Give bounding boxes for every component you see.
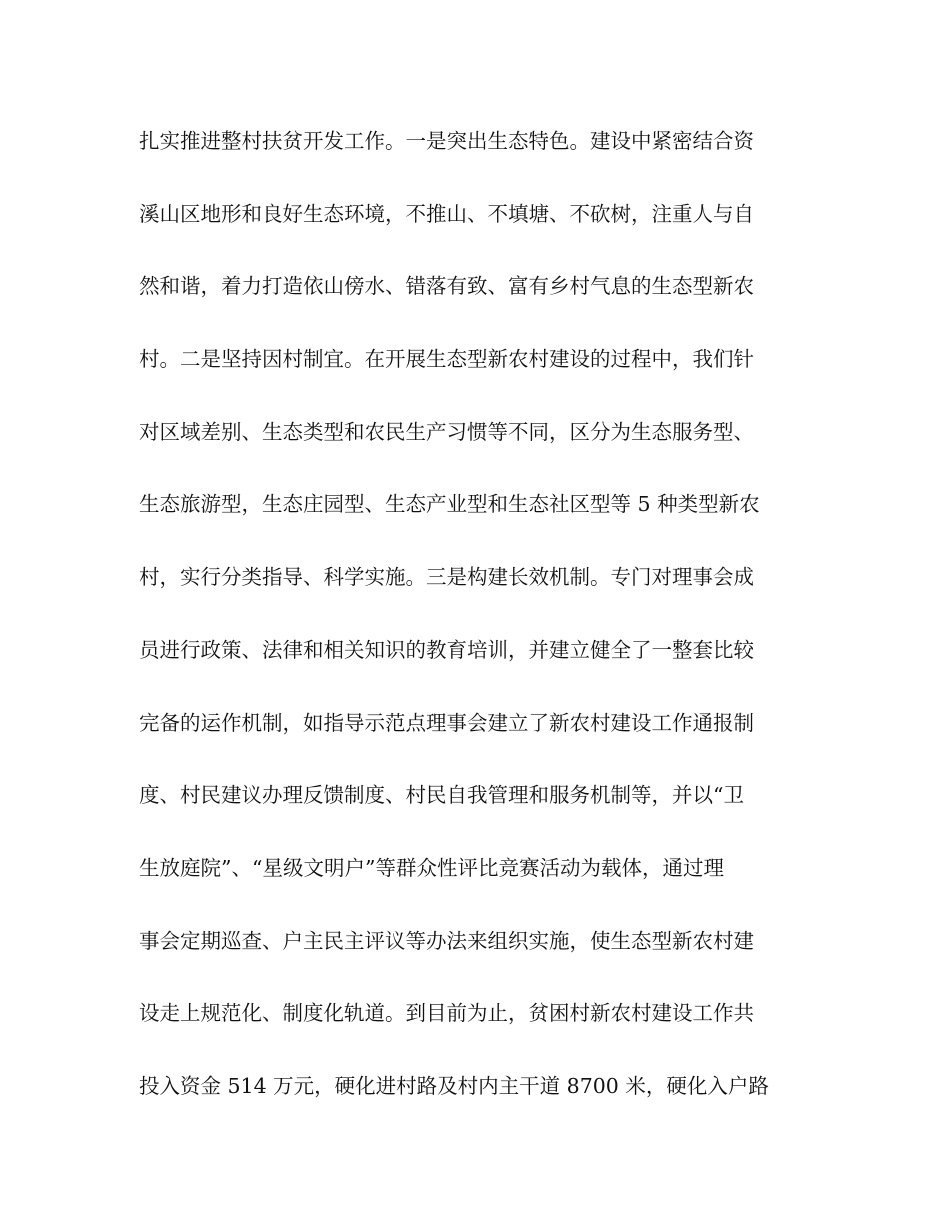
text-line: 设走上规范化、制度化轨道。到目前为止，贫困村新农村建设工作共 (139, 1001, 754, 1026)
text-line: 村，实行分类指导、科学实施。三是构建长效机制。专门对理事会成 (139, 565, 754, 590)
body-text (139, 121, 811, 1139)
text-line: 然和谐，着力打造依山傍水、错落有致、富有乡村气息的生态型新农 (139, 274, 754, 299)
text-line: 村。二是坚持因村制宜。在开展生态型新农村建设的过程中，我们针 (139, 347, 754, 372)
text-line: 生态旅游型，生态庄园型、生态产业型和生态社区型等 5 种类型新农 (139, 492, 760, 517)
text-line: 生放庭院”、“星级文明户”等群众性评比竞赛活动为载体，通过理 (139, 855, 724, 880)
text-line: 对区域差别、生态类型和农民生产习惯等不同，区分为生态服务型、 (139, 419, 754, 444)
text-line: 员进行政策、法律和相关知识的教育培训，并建立健全了一整套比较 (139, 637, 754, 662)
text-line: 投入资金 514 万元，硬化进村路及村内主干道 8700 米，硬化入户路 (139, 1073, 769, 1098)
text-line: 溪山区地形和良好生态环境，不推山、不填塘、不砍树，注重人与自 (139, 201, 754, 226)
text-line: 事会定期巡查、户主民主评议等办法来组织实施，使生态型新农村建 (139, 928, 754, 953)
text-line: 完备的运作机制，如指导示范点理事会建立了新农村建设工作通报制 (139, 710, 754, 735)
text-line: 度、村民建议办理反馈制度、村民自我管理和服务机制等，并以“卫 (139, 783, 744, 808)
text-line: 扎实推进整村扶贫开发工作。一是突出生态特色。建设中紧密结合资 (139, 129, 754, 153)
